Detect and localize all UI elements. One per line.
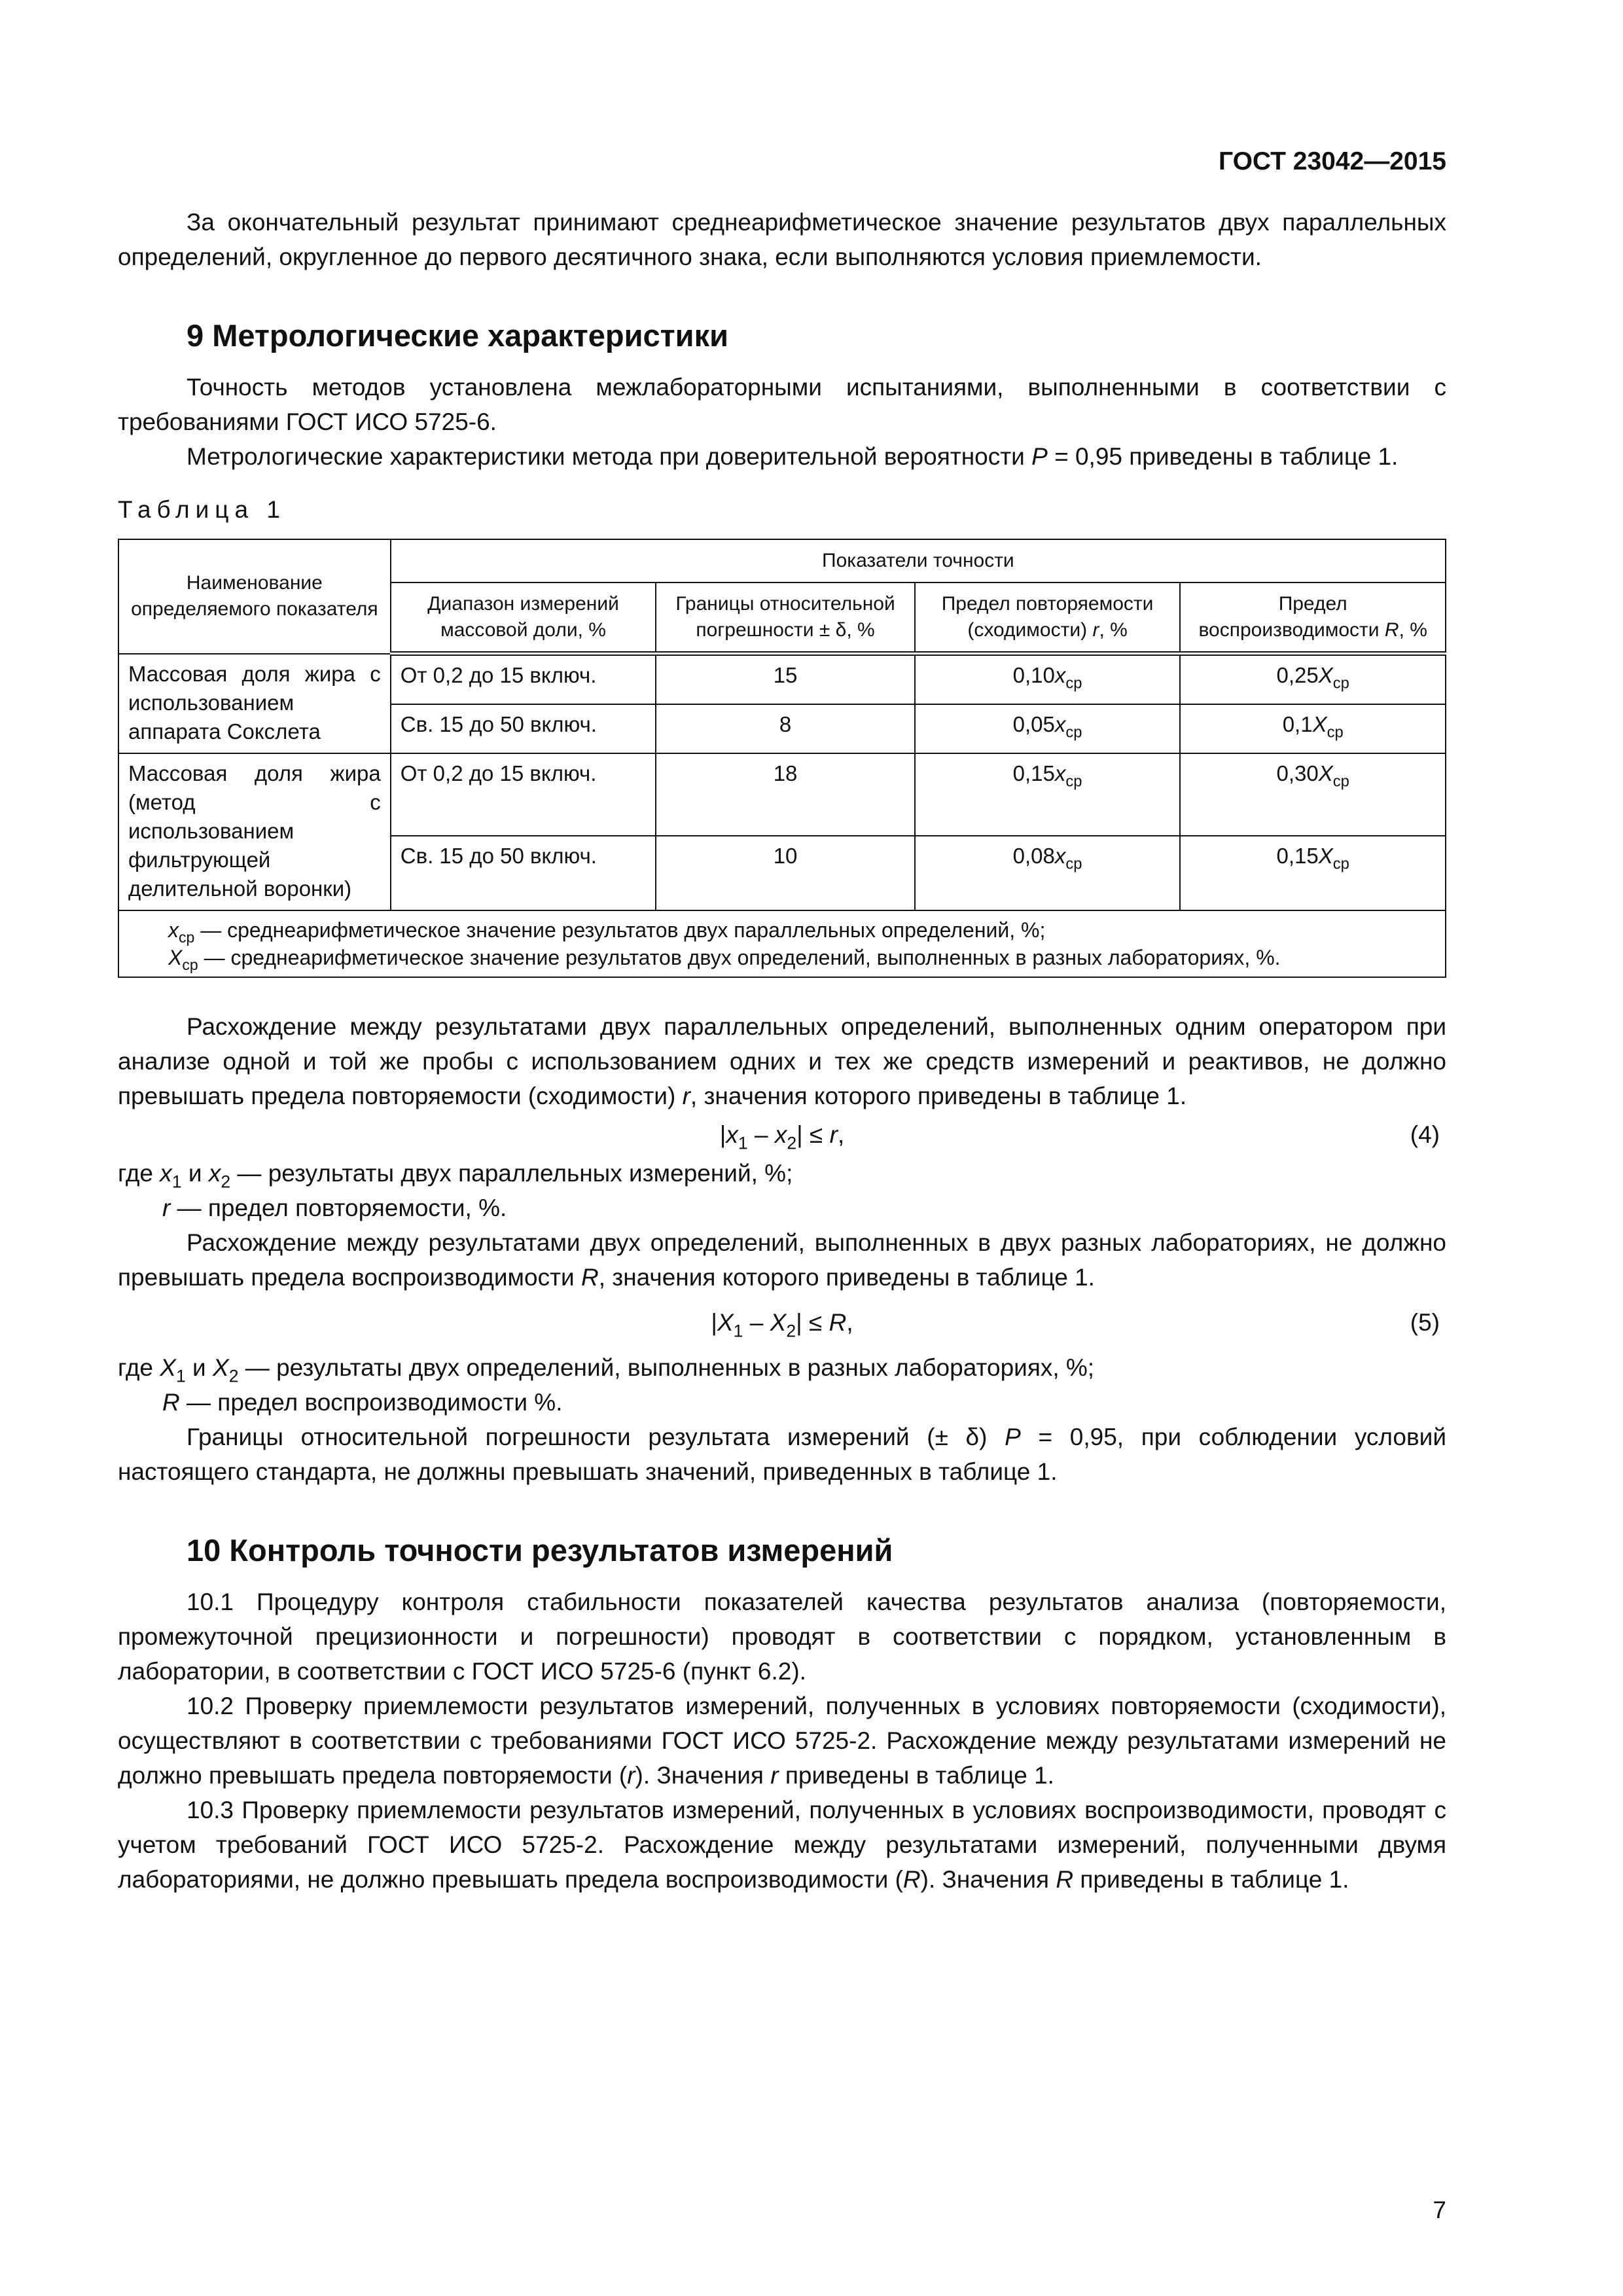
- section-10-2: 10.2 Проверку приемлемости результатов измерений, полученных в условиях повторяемости (сходимости), осуществляют в соответствии с требованиями ГОСТ ИСО 5725-2. Расхождение между результатами измерений не должно превышать предела повторяемости (r). Значения r приведены в таблице 1.: [118, 1692, 1446, 1789]
- formula-4-where: где $x_1$ и $x_2$ — результаты двух параллельных измерений, %;: [118, 1159, 793, 1191]
- section-10-3: 10.3 Проверку приемлемости результатов измерений, полученных в условиях воспроизводимости, проводят с учетом требований ГОСТ ИСО 5725-2. Расхождение между результатами измерений, полученными двумя лабораториями, не должно превышать предела воспроизводимости (R). Значения R приведены в таблице 1.: [118, 1796, 1446, 1893]
- cell-bounds: 18: [656, 753, 914, 836]
- table-row: [118, 753, 1446, 836]
- cell-R: $0,1X_{ср}$: [1180, 704, 1446, 753]
- table-row: [118, 654, 1446, 704]
- header-bounds: Границы относительной погрешности ± δ, %: [656, 583, 914, 654]
- group-name: Массовая доля жира (метод с использованием фильтрующей делительной воронки): [118, 753, 391, 910]
- section-10-title: 10 Контроль точности результатов измерений: [187, 1532, 893, 1568]
- cell-R: $0,25X_{ср}$: [1180, 654, 1446, 704]
- table-note-line-2: $X_{ср}$ — среднеарифметическое значение результатов двух определений, выполненных в разных лабораториях, %.: [168, 945, 1281, 973]
- page-number: 7: [1433, 2197, 1446, 2223]
- cell-R: $0,15X_{ср}$: [1180, 836, 1446, 910]
- cell-range: Св. 15 до 50 включ.: [391, 836, 656, 910]
- cell-R: $0,30X_{ср}$: [1180, 753, 1446, 836]
- formula-4-number: (4): [1410, 1121, 1440, 1148]
- formula-5: $|X_1 - X_2| \le R$, (5): [118, 1305, 1446, 1340]
- cell-bounds: 15: [656, 654, 914, 704]
- header-reproducibility: Предел воспроизводимости R, %: [1180, 583, 1446, 654]
- cell-range: От 0,2 до 15 включ.: [391, 753, 656, 836]
- cell-r: $0,08x_{ср}$: [915, 836, 1181, 910]
- formula-5-where: где $X_1$ и $X_2$ — результаты двух определений, выполненных в разных лабораториях, %;: [118, 1354, 1095, 1386]
- header-accuracy-group: Показатели точности: [391, 539, 1446, 583]
- section-10-1: 10.1 Процедуру контроля стабильности показателей качества результатов анализа (повторяемости, промежуточной прецизионности и погрешности) проводят в соответствии с порядком, установленным в лаборатории, в соответствии с ГОСТ ИСО 5725-6 (пункт 6.2).: [118, 1588, 1446, 1685]
- header-range: Диапазон измерений массовой доли, %: [391, 583, 656, 654]
- cell-bounds: 10: [656, 836, 914, 910]
- group-name: Массовая доля жира с использованием аппарата Сокслета: [118, 654, 391, 753]
- section-9-paragraph-2: Метрологические характеристики метода при доверительной вероятности P = 0,95 приведены в таблице 1.: [187, 443, 1399, 470]
- section-9-title: 9 Метрологические характеристики: [187, 318, 728, 353]
- section-9-paragraph-1: Точность методов установлена межлабораторными испытаниями, выполненными в соответствии с требованиями ГОСТ ИСО 5725-6.: [118, 374, 1446, 435]
- cell-range: Св. 15 до 50 включ.: [391, 704, 656, 753]
- paragraph-intro: За окончательный результат принимают среднеарифметическое значение результатов двух параллельных определений, округленное до первого десятичного знака, если выполняются условия приемлемости.: [118, 209, 1446, 270]
- cell-bounds: 8: [656, 704, 914, 753]
- header-name: Наименование определяемого показателя: [118, 539, 391, 654]
- paragraph-difference-2: Расхождение между результатами двух определений, выполненных в двух разных лабораториях, не должно превышать предела воспроизводимости R, значения которого приведены в таблице 1.: [118, 1229, 1446, 1291]
- table-note: [118, 910, 1446, 977]
- cell-range: От 0,2 до 15 включ.: [391, 654, 656, 704]
- cell-r: $0,15x_{ср}$: [915, 753, 1181, 836]
- formula-4-where-r: r — предел повторяемости, %.: [162, 1194, 507, 1221]
- cell-r: $0,05x_{ср}$: [915, 704, 1181, 753]
- paragraph-bounds: Границы относительной погрешности результата измерений (± δ) P = 0,95, при соблюдении условий настоящего стандарта, не должны превышать значений, приведенных в таблице 1.: [118, 1423, 1446, 1485]
- formula-5-number: (5): [1410, 1308, 1440, 1336]
- metrology-table: [118, 539, 1446, 978]
- formula-5-where-R: R — предел воспроизводимости %.: [162, 1388, 563, 1416]
- table-caption: Таблица 1: [118, 496, 286, 523]
- header-repeatability: Предел повторяемости (сходимости) r, %: [915, 583, 1181, 654]
- paragraph-difference-1: Расхождение между результатами двух параллельных определений, выполненных одним оператором при анализе одной и той же пробы с использованием одних и тех же средств измерений и реактивов, не должно превышать предела повторяемости (сходимости) r, значения которого приведены в таблице 1.: [118, 1013, 1446, 1109]
- table-note-row: [118, 910, 1446, 977]
- document-header: ГОСТ 23042—2015: [1219, 147, 1446, 175]
- formula-4: $|x_1 - x_2| \le r$, (4): [118, 1117, 1446, 1152]
- table-note-line-1: $x_{ср}$ — среднеарифметическое значение результатов двух параллельных определений, %;: [168, 918, 1046, 946]
- cell-r: $0,10x_{ср}$: [915, 654, 1181, 704]
